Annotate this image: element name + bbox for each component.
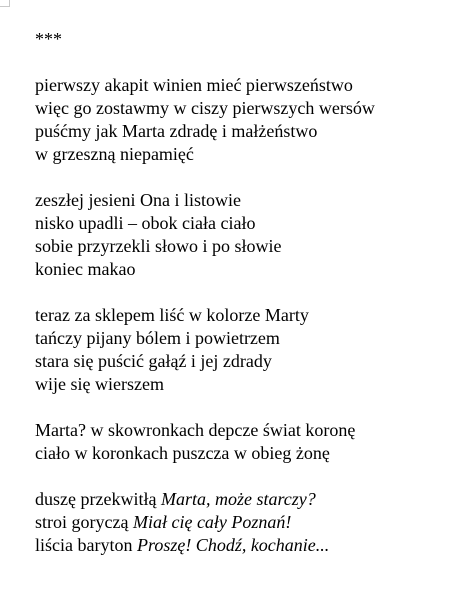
verse-italic-quote: Proszę! Chodź, kochanie... [136,535,330,555]
verse-line [35,488,461,511]
poem-heading: *** [35,29,62,49]
verse-line: pierwszy akapit winien mieć pierwszeństwo [35,75,353,95]
verse-line: w grzeszną niepamięć [35,144,194,164]
page-corner-marker [0,0,10,7]
verse-line: zeszłej jesieni Ona i listowie [35,190,241,210]
verse-line: koniec makao [35,259,136,279]
verse-text: liścia baryton [35,535,133,555]
verse-text: stroi goryczą [35,512,129,532]
stanza-3 [35,304,461,396]
verse-line: wije się wierszem [35,374,164,394]
stanza-2 [35,189,461,281]
stanza-1 [35,74,461,166]
verse-line [35,534,461,557]
stanza-4 [35,419,461,465]
verse-italic-quote: Marta, może starczy? [160,489,316,509]
verse-line: Marta? w skowronkach depcze świat koronę [35,420,356,440]
verse-line: teraz za sklepem liść w kolorze Marty [35,305,309,325]
verse-italic-quote: Miał cię cały Poznań! [132,512,292,532]
poem-document [35,26,461,580]
verse-line: więc go zostawmy w ciszy pierwszych wersów [35,98,375,118]
verse-line: puśćmy jak Marta zdradę i małżeństwo [35,121,318,141]
verse-line [35,511,461,534]
verse-line: ciało w koronkach puszcza w obieg żonę [35,443,330,463]
verse-line: tańczy pijany bólem i powietrzem [35,328,280,348]
verse-line: sobie przyrzekli słowo i po słowie [35,236,282,256]
stanza-5 [35,488,461,557]
verse-line: nisko upadli – obok ciała ciało [35,213,256,233]
verse-line: stara się puścić gałąź i jej zdrady [35,351,272,371]
verse-text: duszę przekwitłą [35,489,157,509]
